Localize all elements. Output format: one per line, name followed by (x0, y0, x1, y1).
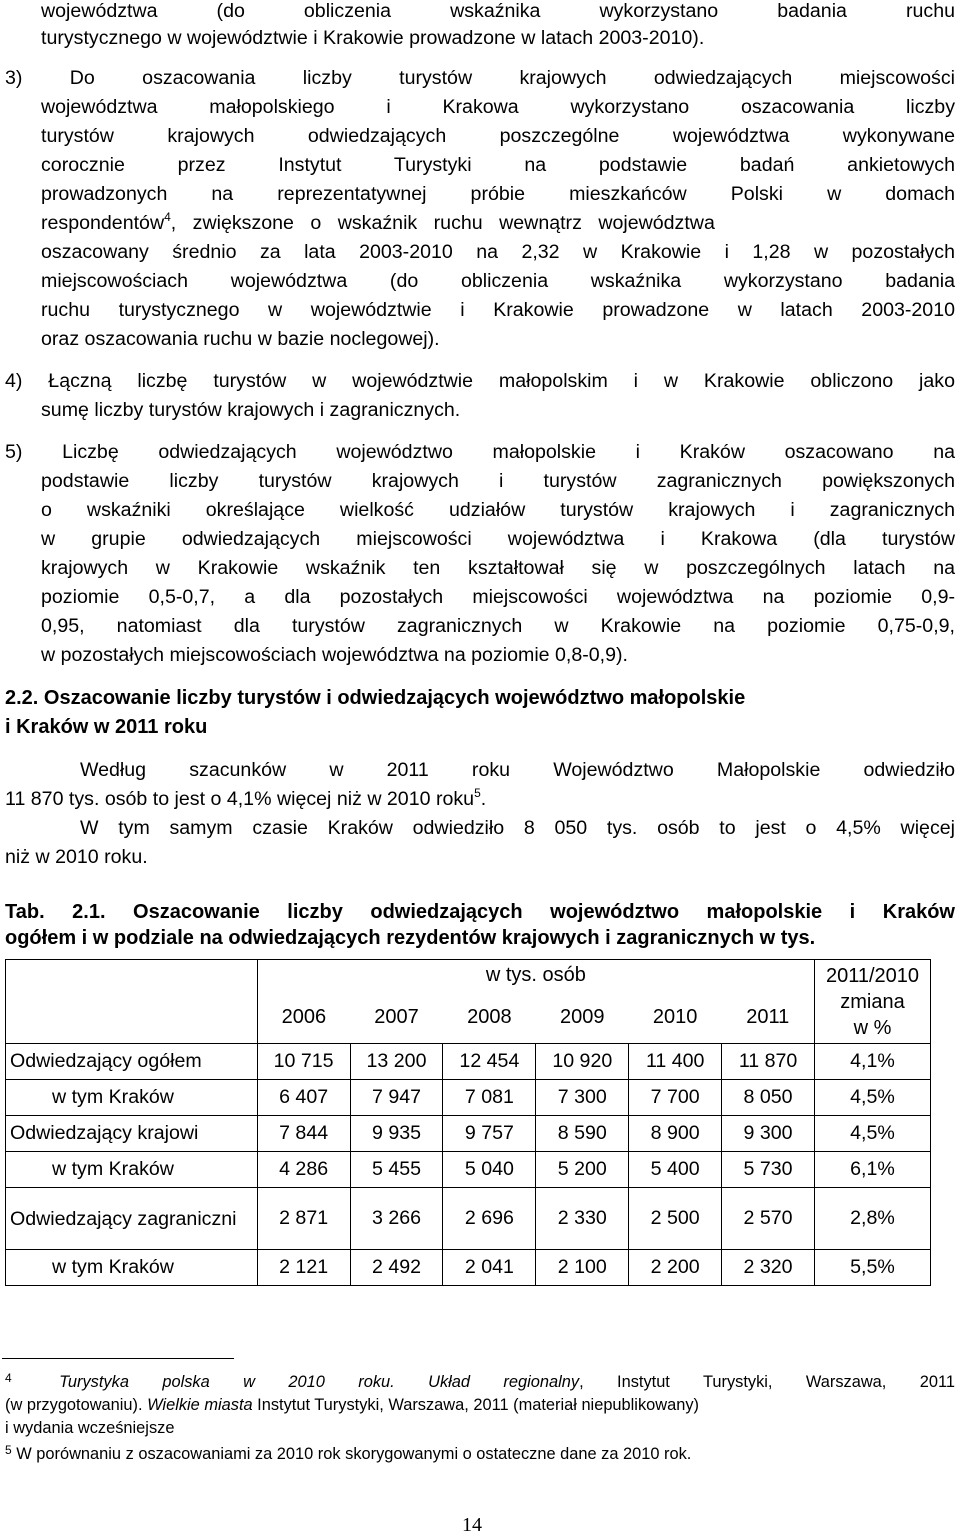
footnote-number: 5 (5, 1443, 12, 1457)
change-cell: 4,5% (815, 1080, 931, 1116)
page-number: 14 (462, 1514, 482, 1536)
table-cell: 4 286 (257, 1152, 350, 1188)
text-fragment: respondentów (41, 212, 165, 234)
text-line: niż w 2010 roku. (5, 846, 148, 868)
year-header: 2010 (629, 992, 722, 1044)
table-row (6, 1250, 931, 1286)
text-line: 0,95, natomiast dla turystów zagranicznych w Krakowie na poziomie 0,75-0,9, (41, 615, 955, 637)
row-label: Odwiedzający ogółem (6, 1044, 258, 1080)
change-header (815, 960, 931, 1044)
visitors-table (5, 959, 931, 1286)
table-row (6, 1044, 931, 1080)
table-cell: 9 935 (350, 1116, 443, 1152)
table-cell: 7 947 (350, 1080, 443, 1116)
text-line: prowadzonych na reprezentatywnej próbie mieszkańców Polski w domach (41, 183, 955, 205)
text-line: podstawie liczby turystów krajowych i turystów zagranicznych powiększonych (41, 470, 955, 492)
table-cell: 2 041 (443, 1250, 536, 1286)
table-row (6, 1080, 931, 1116)
footnote-text: (w przygotowaniu). (5, 1396, 148, 1414)
caption-line: ogółem i w podziale na odwiedzających rezydentów krajowych i zagranicznych w tys. (5, 927, 816, 949)
paragraph-5-body (41, 467, 955, 670)
table-cell: 9 757 (443, 1116, 536, 1152)
footnote-line: i wydania wcześniejsze (5, 1419, 175, 1437)
text-line: 4) Łączną liczbę turystów w województwie małopolskim i w Krakowie obliczono jako (5, 370, 955, 392)
row-label: w tym Kraków (6, 1250, 258, 1286)
table-cell: 10 715 (257, 1044, 350, 1080)
change-header-line: 2011/2010 (825, 964, 920, 987)
footnote-text: Instytut Turystyki, Warszawa, 2011 (materiał niepublikowany) (252, 1396, 699, 1414)
table-cell: 9 300 (722, 1116, 815, 1152)
table-cell: 8 900 (629, 1116, 722, 1152)
year-header: 2008 (443, 992, 536, 1044)
footnote-text: , Instytut Turystyki, Warszawa, 2011 (579, 1373, 956, 1391)
text-line: turystów krajowych odwiedzających poszczególne województwa wykonywane (41, 125, 955, 147)
footnote-line (5, 1394, 955, 1417)
row-label-header (6, 960, 258, 1044)
text-line: krajowych w Krakowie wskaźnik ten kształtował się w poszczególnych latach na (41, 557, 955, 579)
text-line: w pozostałych miejscowościach województwa na poziomie 0,8-0,9). (41, 644, 628, 666)
paragraph-5 (5, 438, 955, 467)
table-cell: 5 455 (350, 1152, 443, 1188)
table-cell: 5 730 (722, 1152, 815, 1188)
footnote-4 (5, 1371, 955, 1441)
table-cell: 2 100 (536, 1250, 629, 1286)
year-header: 2009 (536, 992, 629, 1044)
change-cell: 4,1% (815, 1044, 931, 1080)
section-paragraph-2 (5, 814, 955, 872)
row-label: Odwiedzający krajowi (6, 1116, 258, 1152)
text-line: oraz oszacowania ruchu w bazie noclegowej). (41, 328, 440, 350)
text-line: 5) Liczbę odwiedzających województwo małopolskie i Kraków oszacowano na (5, 441, 955, 463)
footnote-separator (2, 1358, 234, 1359)
table-cell: 11 400 (629, 1044, 722, 1080)
table-cell: 7 300 (536, 1080, 629, 1116)
table-caption (5, 898, 955, 954)
text-line: miejscowościach województwa (do obliczenia wskaźnika wykorzystano badania (41, 270, 955, 292)
text-line: o wskaźniki określające wielkość udziałów turystów krajowych i zagranicznych (41, 499, 955, 521)
year-header: 2006 (257, 992, 350, 1044)
paragraph-2-tail (41, 0, 955, 55)
table-cell: 12 454 (443, 1044, 536, 1080)
text-line: w grupie odwiedzających miejscowości województwa i Krakowa (dla turystów (41, 528, 955, 550)
change-cell: 4,5% (815, 1116, 931, 1152)
table-cell: 2 492 (350, 1250, 443, 1286)
text-line: województwa (do obliczenia wskaźnika wykorzystano badania ruchu (41, 0, 955, 22)
text-line: Według szacunków w 2011 roku Województwo Małopolskie odwiedziło (80, 759, 955, 781)
change-header-line: zmiana (840, 990, 905, 1013)
footnote-line (5, 1443, 955, 1466)
footnote-title: Turystyka polska w 2010 roku. Układ regionalny (59, 1373, 580, 1391)
paragraph-4-body (41, 396, 955, 425)
table-cell: 2 570 (722, 1188, 815, 1250)
year-header: 2007 (350, 992, 443, 1044)
table-cell: 3 266 (350, 1188, 443, 1250)
heading-line: 2.2. Oszacowanie liczby turystów i odwiedzających województwo małopolskie (5, 687, 746, 709)
table-cell: 8 590 (536, 1116, 629, 1152)
row-label: w tym Kraków (6, 1080, 258, 1116)
table-cell: 2 121 (257, 1250, 350, 1286)
footnote-5 (5, 1443, 955, 1467)
text-line: turystycznego w województwie i Krakowie prowadzone w latach 2003-2010). (41, 27, 705, 49)
table-cell: 5 200 (536, 1152, 629, 1188)
text-line-with-footnote-ref (41, 209, 955, 238)
text-line: W tym samym czasie Kraków odwiedziło 8 050 tys. osób to jest o 4,5% więcej (80, 817, 955, 839)
footnote-number: 4 (5, 1371, 12, 1385)
table-cell: 7 081 (443, 1080, 536, 1116)
row-label: w tym Kraków (6, 1152, 258, 1188)
table-cell: 6 407 (257, 1080, 350, 1116)
section-heading (5, 684, 955, 742)
text-line: województwa małopolskiego i Krakowa wykorzystano oszacowania liczby (41, 96, 955, 118)
table-cell: 8 050 (722, 1080, 815, 1116)
text-line-with-footnote-ref (5, 785, 955, 814)
text-line: oszacowany średnio za lata 2003-2010 na 2,32 w Krakowie i 1,28 w pozostałych (41, 241, 955, 263)
footnote-ref-4: 4 (164, 210, 171, 224)
paragraph-3-body (41, 93, 955, 355)
text-line: poziomie 0,5-0,7, a dla pozostałych miejscowości województwa na poziomie 0,9- (41, 586, 955, 608)
table-cell: 2 320 (722, 1250, 815, 1286)
change-cell: 5,5% (815, 1250, 931, 1286)
table-cell: 10 920 (536, 1044, 629, 1080)
text-line: corocznie przez Instytut Turystyki na podstawie badań ankietowych (41, 154, 955, 176)
table-row (6, 1188, 931, 1250)
table-cell: 11 870 (722, 1044, 815, 1080)
table-row (6, 1152, 931, 1188)
table-cell: 7 844 (257, 1116, 350, 1152)
table-cell: 2 500 (629, 1188, 722, 1250)
text-line: sumę liczby turystów krajowych i zagranicznych. (41, 399, 461, 421)
table-cell: 2 330 (536, 1188, 629, 1250)
text-fragment: . (480, 788, 487, 810)
footnote-text: W porównaniu z oszacowaniami za 2010 rok skorygowanymi o ostateczne dane za 2010 rok. (16, 1445, 692, 1463)
table-row (6, 1116, 931, 1152)
footnote-line (5, 1371, 955, 1394)
text-line: 3) Do oszacowania liczby turystów krajowych odwiedzających miejscowości (5, 67, 955, 89)
change-cell: 6,1% (815, 1152, 931, 1188)
footnote-ref-5: 5 (474, 786, 481, 800)
footnote-title: Wielkie miasta (147, 1396, 253, 1414)
table-header-row (6, 960, 931, 992)
table-cell: 13 200 (350, 1044, 443, 1080)
row-label: Odwiedzający zagraniczni (6, 1188, 258, 1250)
year-header: 2011 (722, 992, 815, 1044)
text-fragment: 11 870 tys. osób to jest o 4,1% więcej niż w 2010 roku (5, 788, 475, 810)
text-line: ruchu turystycznego w województwie i Krakowie prowadzone w latach 2003-2010 (41, 299, 955, 321)
table-cell: 7 700 (629, 1080, 722, 1116)
group-header: w tys. osób (257, 960, 814, 992)
paragraph-4 (5, 367, 955, 396)
table-cell: 2 200 (629, 1250, 722, 1286)
text-fragment: , zwiększone o wskaźnik ruchu wewnątrz województwa (170, 212, 715, 234)
table-cell: 2 696 (443, 1188, 536, 1250)
caption-line: Tab. 2.1. Oszacowanie liczby odwiedzających województwo małopolskie i Kraków (5, 901, 955, 923)
change-header-line: w % (853, 1016, 892, 1039)
table-cell: 5 040 (443, 1152, 536, 1188)
heading-line: i Kraków w 2011 roku (5, 716, 208, 738)
table-cell: 2 871 (257, 1188, 350, 1250)
table-cell: 5 400 (629, 1152, 722, 1188)
change-cell: 2,8% (815, 1188, 931, 1250)
section-paragraph-1 (5, 756, 955, 814)
